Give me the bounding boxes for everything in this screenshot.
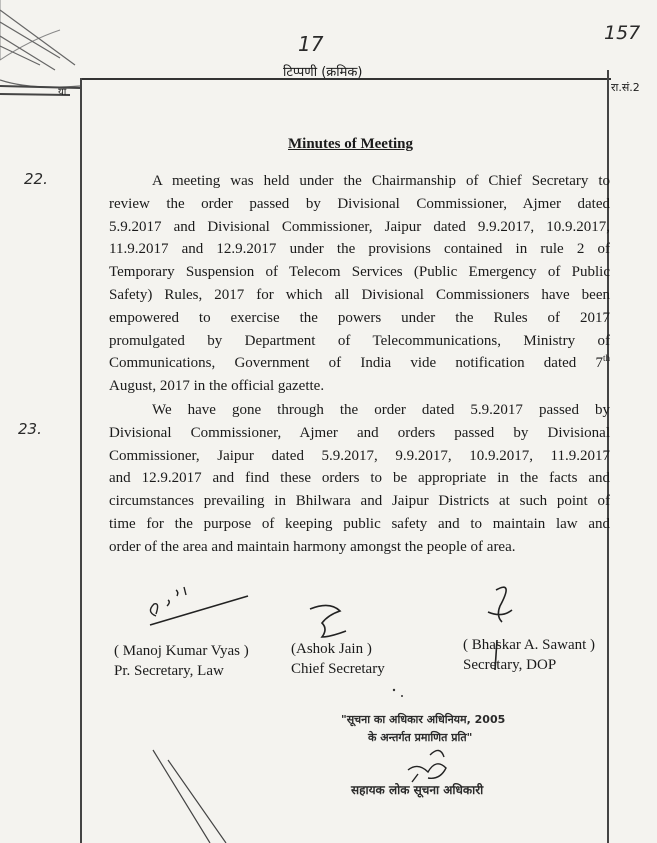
para2-line: circumstances prevailing in Bhilwara and Jaipur Districts at such point of [109,493,610,510]
para2-line: We have gone through the order dated 5.9.2017 passed by [152,402,610,418]
stamp-line-2: के अन्तर्गत प्रमाणित प्रति" [368,731,473,744]
left-margin-rule [80,78,82,843]
para2-line: and 12.9.2017 and find these orders to be appropriate in the facts and [109,470,610,487]
para1-line: Communications, Government of India vide notification dated 7 [109,355,603,372]
stray-dot [401,695,403,697]
left-fragment: या [58,87,67,98]
signatory-designation: Chief Secretary [291,661,385,677]
signatory-designation: Pr. Secretary, Law [114,663,224,679]
para2-line: Commissioner, Jaipur dated 5.9.2017, 9.9.2017, 10.9.2017, 11.9.2017 [109,447,610,464]
para1-line: review the order passed by Divisional Commissioner, Ajmer dated [109,195,610,212]
stamp-line-1: "सूचना का अधिकार अधिनियम, 2005 [341,713,506,726]
signatory-sawant [463,635,595,675]
para1-line: Temporary Suspension of Telecom Services (Public Emergency of Public [109,264,610,281]
stamp-line-3: सहायक लोक सूचना अधिकारी [351,783,484,797]
para1-line: A meeting was held under the Chairmanship of Chief Secretary to [152,173,610,189]
paragraph-1 [109,170,610,398]
margin-number-23: 23. [18,420,42,438]
signatory-jain [291,639,385,679]
margin-number-22: 22. [24,170,48,188]
superscript: th [602,353,610,364]
handwritten-page-number: 17 [298,32,324,56]
para1-last-line: August, 2017 in the official gazette. [109,378,325,395]
corner-page-number: 157 [604,22,641,44]
signatory-name: ( Manoj Kumar Vyas ) [114,643,249,659]
para1-line: promulgated by Department of Telecommunications, Ministry of [109,332,610,349]
signature-jain [310,605,346,637]
left-scribble [0,86,80,95]
signatory-vyas [114,641,249,681]
right-label: रा.सं.2 [611,81,640,94]
para1-line: 11.9.2017 and 12.9.2017 under the provisions contained in rule 2 of [109,241,610,258]
para2-line: time for the purpose of keeping public safety and to maintain law and [109,515,610,532]
signatory-name: ( Bhaskar A. Sawant ) [463,637,596,653]
para1-line: 5.9.2017 and Divisional Commissioner, Jaipur dated 9.9.2017, 10.9.2017, [109,218,610,235]
signatory-designation: Secretary, DOP [463,657,557,673]
section-label: टिप्पणी (क्रमिक) [283,65,363,80]
para1-line-with-sup [109,352,610,375]
paragraph-2 [109,399,610,559]
page-title: Minutes of Meeting [288,136,413,152]
para1-line: empowered to exercise the powers under the Rules of 2017 [109,309,610,326]
bottom-diagonal-lines [153,750,226,843]
signature-stamp [408,750,446,782]
signature-vyas-initials [150,587,186,616]
corner-fold [0,0,60,60]
signature-vyas [150,596,248,625]
para2-line: order of the area and maintain harmony amongst the people of area. [109,538,516,555]
stray-dot [393,689,395,691]
corner-fold-lines [0,10,80,87]
para2-line: Divisional Commissioner, Ajmer and orders passed by Divisional [109,424,610,441]
para1-line: Safety) Rules, 2017 for which all Divisional Commissioners have been [109,286,610,303]
signatory-name: (Ashok Jain ) [291,641,372,657]
